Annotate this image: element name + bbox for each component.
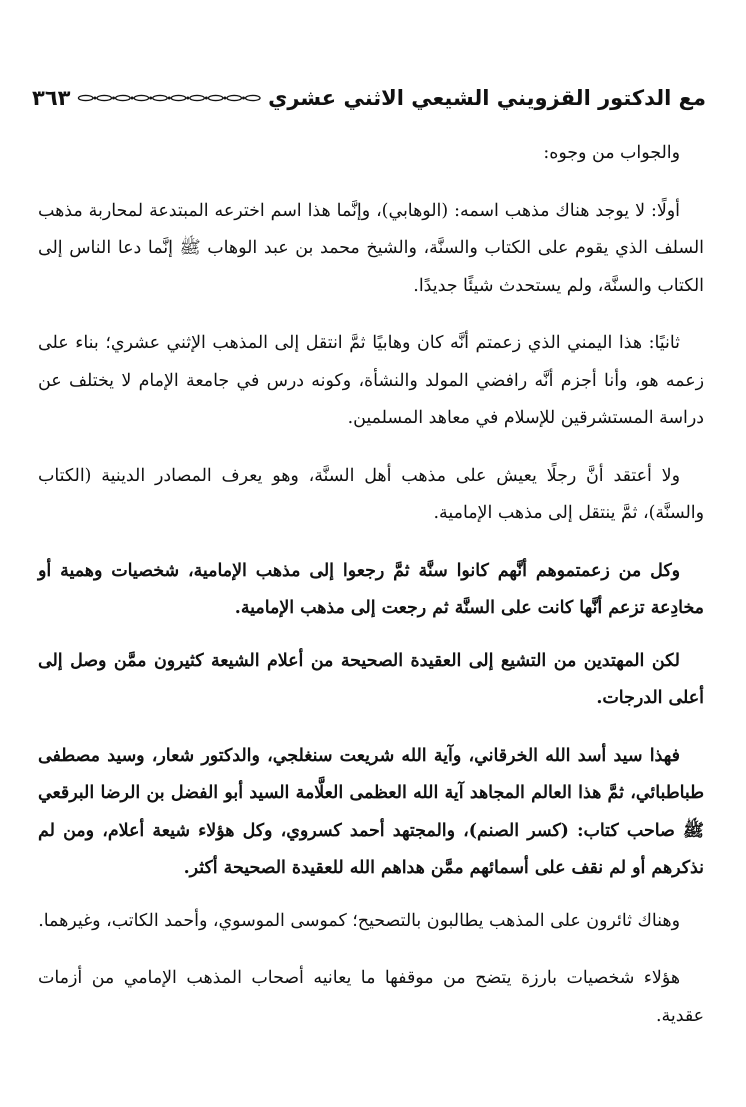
page-header (32, 78, 706, 118)
header-title: مع الدكتور القزويني الشيعي الاثني عشري (268, 86, 706, 110)
header-ornament (76, 91, 262, 105)
paragraph-intro: والجواب من وجوه: (543, 143, 680, 163)
page-body (38, 135, 704, 1035)
ornament-chain-icon (76, 91, 262, 105)
paragraph-claimed-converts: وكل من زعمتموهم أنَّهم كانوا سنَّة ثمَّ رجعوا إلى مذهب الإمامية، شخصيات وهمية أو مخادِعة تزعم أنَّها كانت على السنَّة ثم رجعت إلى مذهب الإمامية. (38, 560, 704, 618)
paragraph-reformers: وهناك ثائرون على المذهب يطالبون بالتصحيح؛ كموسى الموسوي، وأحمد الكاتب، وغيرهما. (38, 910, 680, 931)
paragraph-names-list: فهذا سيد أسد الله الخرقاني، وآية الله شريعت سنغلجي، والدكتور شعار، وسيد مصطفى طباطبائي، ثمَّ هذا العالم المجاهد آية الله العظمى العلَّامة السيد أبو الفضل بن الرضا البرقعي ﷺ صاحب كتاب: (كسر الصنم)، والمجتهد أحمد كسروي، وكل هؤلاء شيعة أعلام، ومن لم نذكرهم أو لم نقف على أسمائهم ممَّن هداهم الله للعقيدة الصحيحة أكثر. (38, 745, 704, 878)
paragraph-conclusion: هؤلاء شخصيات بارزة يتضح من موقفها ما يعانيه أصحاب المذهب الإمامي من أزمات عقدية. (38, 968, 704, 1026)
paragraph-second-point: ثانيًا: هذا اليمني الذي زعمتم أنَّه كان وهابيًا ثمَّ انتقل إلى المذهب الإثني عشري؛ بناء على زعمه هو، وأنا أجزم أنَّه رافضي المولد والنشأة، وكونه درس في جامعة الإمام لا يختلف عن دراسة المستشرقين للإسلام في معاهد المسلمين. (38, 333, 704, 428)
paragraph-belief: ولا أعتقد أنَّ رجلًا يعيش على مذهب أهل السنَّة، وهو يعرف المصادر الدينية (الكتاب والسنَّة)، ثمَّ ينتقل إلى مذهب الإمامية. (38, 465, 704, 523)
paragraph-guided-figures: لكن المهتدين من التشيع إلى العقيدة الصحيحة من أعلام الشيعة كثيرون ممَّن وصل إلى أعلى الدرجات. (38, 650, 704, 708)
paragraph-first-point: أولًا: لا يوجد هناك مذهب اسمه: (الوهابي)، وإنَّما هذا اسم اخترعه المبتدعة لمحاربة مذهب السلف الذي يقوم على الكتاب والسنَّة، والشيخ محمد بن عبد الوهاب ﷺ إنَّما دعا الناس إلى الكتاب والسنَّة، ولم يستحدث شيئًا جديدًا. (38, 200, 704, 296)
page-number: ٣٦٣ (32, 86, 71, 110)
